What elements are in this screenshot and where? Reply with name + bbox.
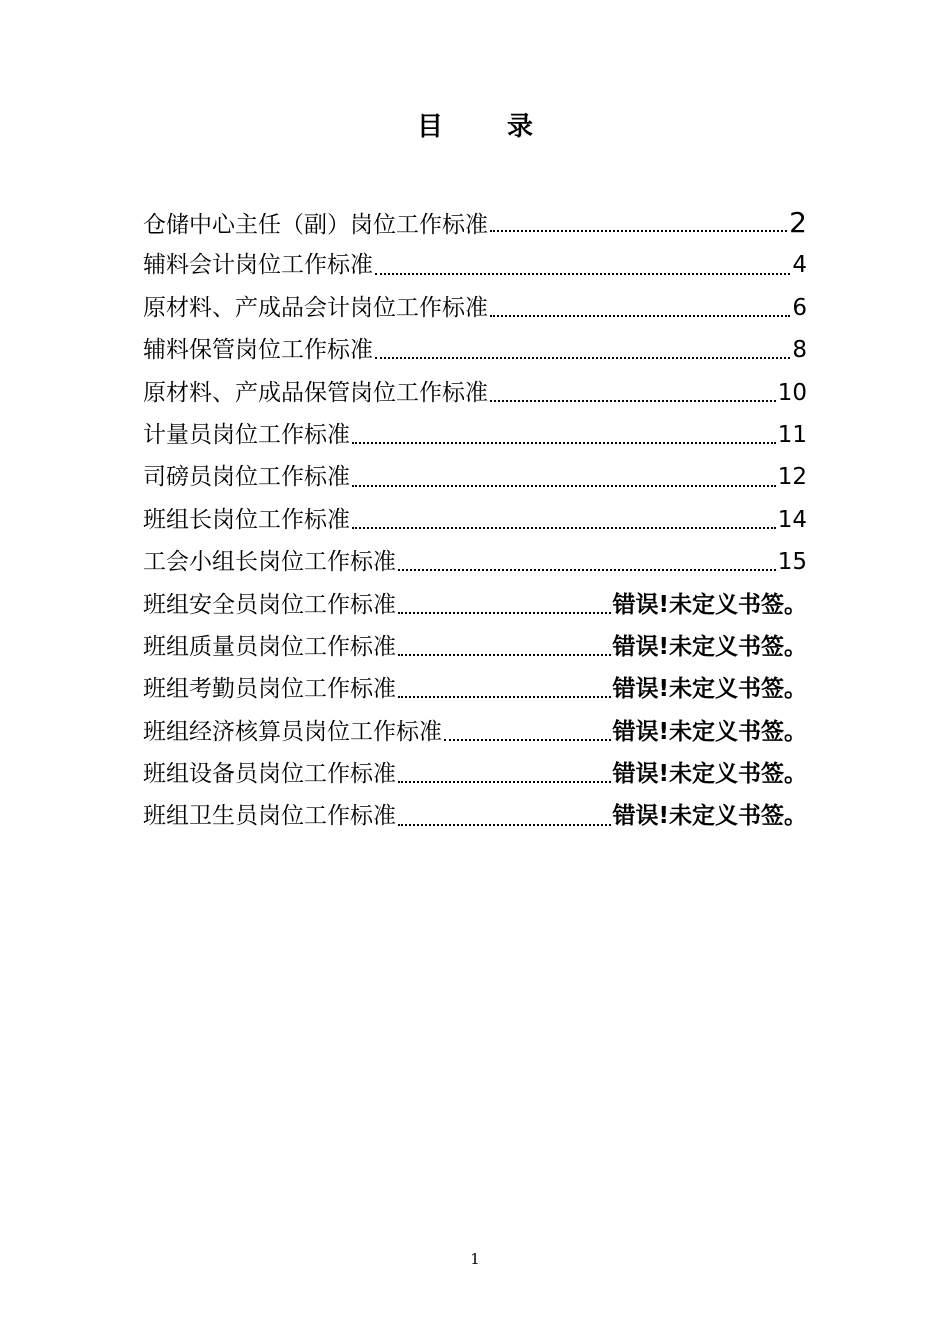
- toc-leader-dots: [444, 739, 611, 741]
- toc-entry-label: 班组经济核算员岗位工作标准: [143, 718, 442, 745]
- toc-leader-dots: [490, 400, 776, 402]
- toc-entry-page: 11: [777, 421, 807, 448]
- toc-entry-label: 班组长岗位工作标准: [143, 506, 350, 533]
- toc-leader-dots: [398, 569, 776, 571]
- toc-leader-dots: [398, 654, 611, 656]
- toc-entry-page: 14: [777, 506, 807, 533]
- toc-entry-page: 6: [792, 294, 807, 321]
- toc-entry-bookmark-error: 错误!未定义书签。: [612, 591, 807, 618]
- toc-entry-page: 4: [792, 252, 807, 279]
- toc-entry-label: 仓储中心主任（副）岗位工作标准: [143, 212, 488, 238]
- toc-entry[interactable]: [143, 372, 807, 414]
- toc-entry-label: 原材料、产成品会计岗位工作标准: [143, 294, 488, 321]
- toc-entry-label: 司磅员岗位工作标准: [143, 464, 350, 491]
- toc-title-char-2: 录: [507, 112, 534, 142]
- toc-leader-dots: [398, 824, 611, 826]
- toc-entry[interactable]: [143, 626, 807, 668]
- toc-leader-dots: [352, 527, 776, 529]
- toc-leader-dots: [375, 273, 790, 275]
- toc-leader-dots: [352, 485, 776, 487]
- toc-entry-label: 班组考勤员岗位工作标准: [143, 676, 396, 703]
- toc-entry-label: 原材料、产成品保管岗位工作标准: [143, 379, 488, 406]
- toc-entry[interactable]: [143, 584, 807, 626]
- toc-entry[interactable]: [143, 711, 807, 753]
- toc-entry-bookmark-error: 错误!未定义书签。: [612, 676, 807, 703]
- toc-entry-label: 班组安全员岗位工作标准: [143, 591, 396, 618]
- toc-entry[interactable]: [143, 795, 807, 837]
- toc-entry-bookmark-error: 错误!未定义书签。: [612, 718, 807, 745]
- toc-entry-page: 8: [792, 337, 807, 364]
- toc-entry-label: 辅料会计岗位工作标准: [143, 252, 373, 279]
- toc-title-char-1: 目: [416, 112, 443, 142]
- toc-leader-dots: [490, 230, 787, 232]
- toc-leader-dots: [490, 315, 790, 317]
- toc-entry-page: 10: [777, 379, 807, 406]
- toc-leader-dots: [398, 696, 611, 698]
- toc-entry-bookmark-error: 错误!未定义书签。: [612, 803, 807, 830]
- toc-entry[interactable]: [143, 456, 807, 498]
- toc-leader-dots: [352, 442, 776, 444]
- toc-entry[interactable]: [143, 244, 807, 286]
- toc-entry-page: 2: [789, 206, 807, 239]
- toc-leader-dots: [398, 781, 611, 783]
- toc-entry-label: 班组设备员岗位工作标准: [143, 761, 396, 788]
- toc-entry[interactable]: [143, 202, 807, 244]
- toc-entry-page: 15: [777, 549, 807, 576]
- page-number: 1: [470, 1250, 480, 1268]
- toc-entry[interactable]: [143, 329, 807, 371]
- toc-entry-label: 辅料保管岗位工作标准: [143, 337, 373, 364]
- toc-leader-dots: [398, 612, 611, 614]
- toc-entry[interactable]: [143, 668, 807, 710]
- toc-entry-bookmark-error: 错误!未定义书签。: [612, 761, 807, 788]
- toc-leader-dots: [375, 357, 790, 359]
- toc-entry-bookmark-error: 错误!未定义书签。: [612, 633, 807, 660]
- toc-list: [143, 202, 807, 838]
- toc-title: [0, 106, 950, 143]
- toc-entry-page: 12: [777, 464, 807, 491]
- toc-entry[interactable]: [143, 753, 807, 795]
- toc-entry-label: 班组卫生员岗位工作标准: [143, 803, 396, 830]
- toc-entry-label: 班组质量员岗位工作标准: [143, 633, 396, 660]
- toc-entry[interactable]: [143, 287, 807, 329]
- toc-entry[interactable]: [143, 414, 807, 456]
- toc-entry-label: 工会小组长岗位工作标准: [143, 549, 396, 576]
- toc-entry[interactable]: [143, 499, 807, 541]
- toc-entry-label: 计量员岗位工作标准: [143, 421, 350, 448]
- toc-entry[interactable]: [143, 541, 807, 583]
